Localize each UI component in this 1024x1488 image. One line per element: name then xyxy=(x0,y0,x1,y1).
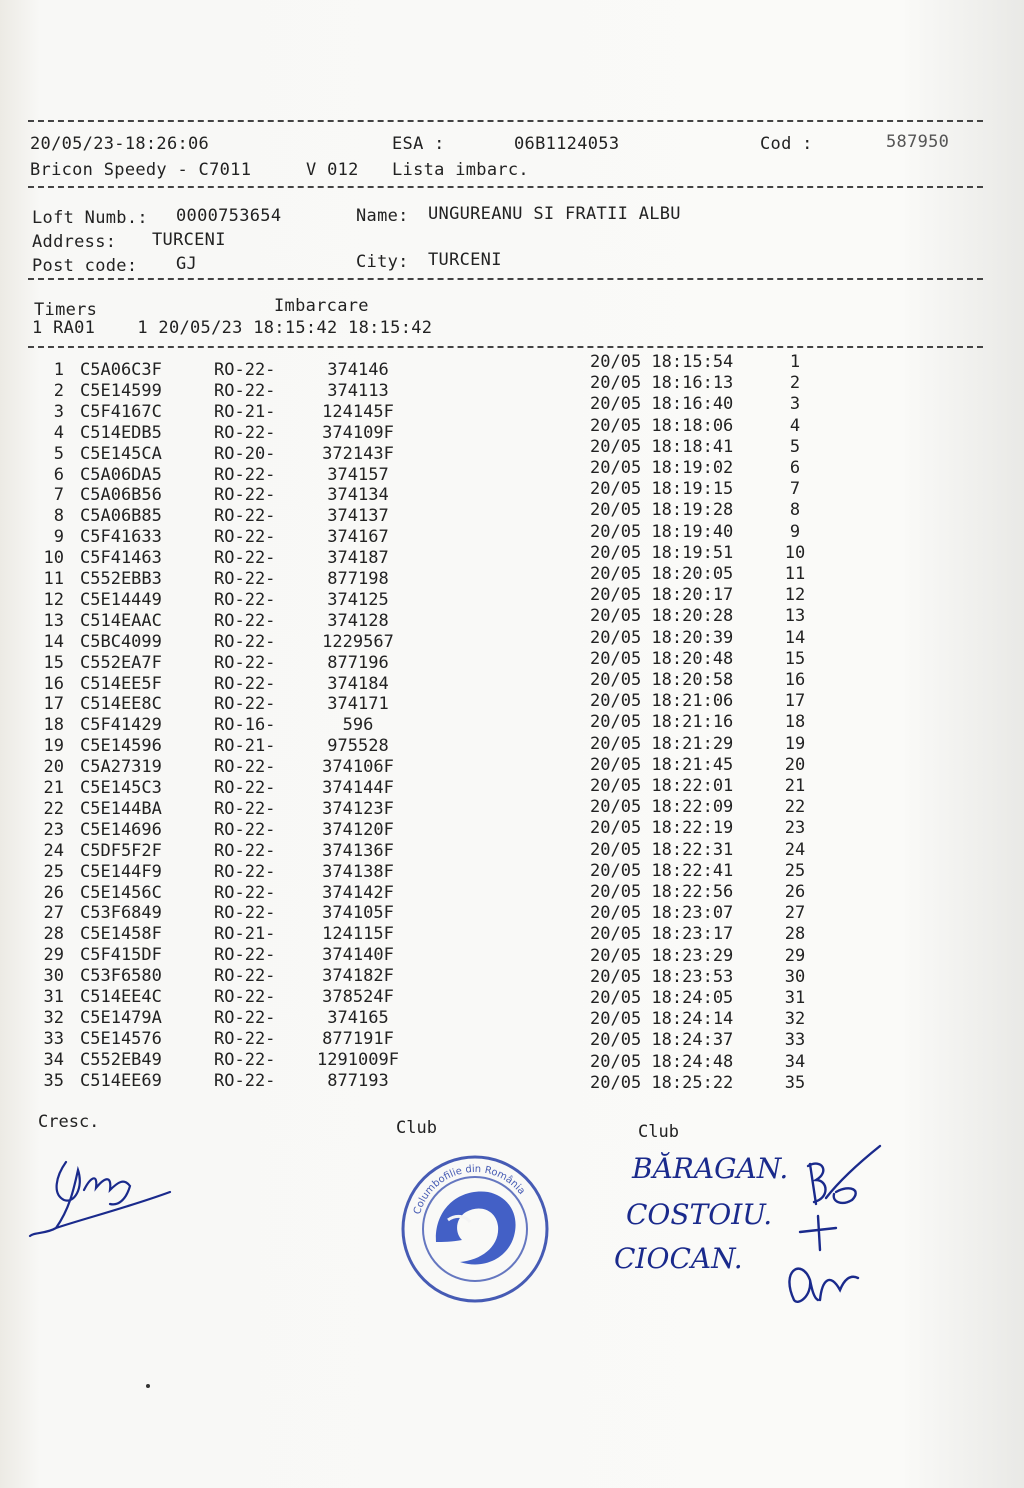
table-row-time xyxy=(0,522,820,543)
table-row-time xyxy=(0,1070,820,1094)
arrival-position: 15 xyxy=(784,648,806,669)
chip-id: C514EE5F xyxy=(80,673,162,694)
bird-index: 14 xyxy=(43,631,64,652)
bird-index: 19 xyxy=(43,736,64,757)
arrival-position: 30 xyxy=(784,966,806,987)
bird-index: 3 xyxy=(53,401,64,422)
arrival-time: 20/05 18:18:41 xyxy=(590,436,734,457)
chip-id: C552EBB3 xyxy=(80,569,162,589)
ring-number: 596 xyxy=(342,715,374,736)
chip-id: C5E144BA xyxy=(80,798,162,819)
arrival-time: 20/05 18:15:54 xyxy=(590,352,734,372)
ring-prefix: RO-22- xyxy=(214,631,276,652)
ring-number: 374144F xyxy=(322,778,394,798)
ring-prefix: RO-22- xyxy=(214,798,276,819)
chip-id: C5BC4099 xyxy=(80,631,162,652)
chip-id: C514EE8C xyxy=(80,694,162,715)
arrival-position: 20 xyxy=(784,754,806,775)
club-stamp xyxy=(396,1150,554,1308)
table-row-time xyxy=(0,564,820,585)
bird-index: 11 xyxy=(43,569,64,589)
arrival-position: 14 xyxy=(784,627,806,648)
table-row-time xyxy=(0,606,820,627)
chip-id: C5F41633 xyxy=(80,527,162,548)
arrival-time: 20/05 18:20:39 xyxy=(590,627,734,648)
arrival-position: 29 xyxy=(784,945,806,966)
arrival-position: 27 xyxy=(784,903,806,924)
ring-prefix: RO-22- xyxy=(214,1028,276,1049)
divider xyxy=(28,120,983,122)
ring-prefix: RO-22- xyxy=(214,1007,276,1028)
timer-line: 1 RA01 1 20/05/23 18:15:42 18:15:42 xyxy=(32,318,433,338)
ring-prefix: RO-22- xyxy=(214,757,276,778)
arrival-position: 2 xyxy=(789,373,801,394)
chip-id: C5E14599 xyxy=(80,380,162,401)
ring-prefix: RO-22- xyxy=(214,903,276,924)
chip-id: C5DF5F2F xyxy=(80,840,162,861)
chip-id: C514EAAC xyxy=(80,610,162,631)
arrival-position: 4 xyxy=(789,415,801,436)
device-version: V 012 xyxy=(306,160,359,180)
table-row-time xyxy=(0,394,820,415)
arrival-time: 20/05 18:22:01 xyxy=(590,776,734,796)
arrival-time: 20/05 18:20:05 xyxy=(590,564,734,584)
ring-prefix: RO-22- xyxy=(214,506,276,527)
bird-index: 33 xyxy=(43,1028,64,1049)
ring-prefix: RO-22- xyxy=(214,966,276,987)
table-row-time xyxy=(0,861,820,882)
arrival-position: 16 xyxy=(784,670,806,690)
loft-number-label: Loft Numb.: xyxy=(32,208,148,228)
table-row-time xyxy=(0,924,820,945)
chip-id: C5A06B56 xyxy=(80,485,162,506)
print-datetime: 20/05/23-18:26:06 xyxy=(30,134,210,154)
ring-prefix: RO-22- xyxy=(214,422,276,443)
ring-number: 374134 xyxy=(327,485,389,506)
arrival-position: 9 xyxy=(789,521,801,542)
bird-index: 12 xyxy=(43,589,64,610)
arrival-time: 20/05 18:20:28 xyxy=(590,606,734,627)
arrival-time: 20/05 18:20:48 xyxy=(590,648,734,669)
table-row-time xyxy=(0,437,820,458)
chip-id: C5E145C3 xyxy=(80,778,162,798)
ring-number: 374142F xyxy=(322,882,394,903)
arrival-time: 20/05 18:25:22 xyxy=(590,1072,734,1093)
arrival-position: 19 xyxy=(784,733,806,754)
table-row-time xyxy=(0,988,820,1009)
ring-number: 877198 xyxy=(327,569,389,589)
ring-prefix: RO-22- xyxy=(214,945,276,966)
ring-number: 374120F xyxy=(322,819,394,840)
arrival-position: 28 xyxy=(784,924,806,945)
ring-prefix: RO-22- xyxy=(214,652,276,673)
ring-prefix: RO-22- xyxy=(214,861,276,882)
timers-label: Timers xyxy=(34,300,98,320)
ring-prefix: RO-22- xyxy=(214,589,276,610)
arrival-time: 20/05 18:21:29 xyxy=(590,733,734,754)
bird-index: 15 xyxy=(43,652,64,673)
bird-index: 17 xyxy=(43,694,64,715)
ring-prefix: RO-22- xyxy=(214,464,276,485)
arrival-position: 8 xyxy=(789,500,801,521)
ring-prefix: RO-20- xyxy=(214,443,276,464)
chip-id: C5E14576 xyxy=(80,1028,162,1049)
arrival-position: 7 xyxy=(789,479,801,500)
table-row-time xyxy=(0,670,820,691)
table-row-time xyxy=(0,734,820,755)
table-row-time xyxy=(0,691,820,715)
chip-id: C53F6580 xyxy=(80,966,162,987)
arrival-position: 13 xyxy=(784,606,806,627)
address-value: TURCENI xyxy=(152,230,226,250)
arrival-position: 25 xyxy=(784,860,806,881)
table-row-time xyxy=(0,543,820,564)
chip-id: C5F41463 xyxy=(80,548,162,569)
chip-id: C53F6849 xyxy=(80,903,162,924)
divider xyxy=(28,278,983,280)
chip-id: C5E145CA xyxy=(80,443,162,464)
ring-prefix: RO-22- xyxy=(214,673,276,694)
chip-id: C5F4167C xyxy=(80,401,162,422)
bird-index: 13 xyxy=(43,610,64,631)
club-name-3: CIOCAN. xyxy=(614,1242,743,1275)
arrival-time: 20/05 18:21:16 xyxy=(590,712,734,733)
chip-id: C5A06C3F xyxy=(80,360,162,380)
bird-index: 22 xyxy=(43,798,64,819)
bird-index: 18 xyxy=(43,715,64,736)
ring-prefix: RO-22- xyxy=(214,380,276,401)
chip-id: C552EA7F xyxy=(80,652,162,673)
club-name-1: BĂRAGAN. xyxy=(632,1152,789,1185)
ring-prefix: RO-21- xyxy=(214,401,276,422)
postcode-label: Post code: xyxy=(32,256,138,276)
ring-number: 374109F xyxy=(322,422,394,443)
ring-number: 374128 xyxy=(327,610,389,631)
ring-number: 372143F xyxy=(322,443,394,464)
ring-prefix: RO-22- xyxy=(214,694,276,715)
bird-index: 8 xyxy=(53,506,64,527)
bird-index: 2 xyxy=(53,380,64,401)
arrival-position: 6 xyxy=(789,458,801,478)
arrival-time: 20/05 18:23:29 xyxy=(590,945,734,966)
ring-prefix: RO-22- xyxy=(214,610,276,631)
chip-id: C5E1479A xyxy=(80,1007,162,1028)
ring-number: 374105F xyxy=(322,903,394,924)
ring-prefix: RO-22- xyxy=(214,1070,276,1091)
table-row-time xyxy=(0,776,820,797)
cod-label: Cod : xyxy=(760,134,813,154)
arrival-time: 20/05 18:21:06 xyxy=(590,691,734,712)
arrival-position: 31 xyxy=(784,988,806,1008)
table-row-time xyxy=(0,416,820,437)
chip-id: C5F415DF xyxy=(80,945,162,966)
arrival-position: 22 xyxy=(784,797,806,818)
ring-prefix: RO-22- xyxy=(214,819,276,840)
arrival-time: 20/05 18:18:06 xyxy=(590,415,734,436)
arrival-time: 20/05 18:21:45 xyxy=(590,754,734,775)
ring-number: 877196 xyxy=(327,652,389,673)
esa-value: 06B1124053 xyxy=(514,134,620,154)
ring-number: 374106F xyxy=(322,757,394,778)
table-row-time xyxy=(0,373,820,394)
bird-index: 25 xyxy=(43,861,64,882)
ring-number: 374165 xyxy=(327,1007,389,1028)
table-row-time xyxy=(0,649,820,670)
divider xyxy=(28,346,983,348)
table-row-time xyxy=(0,946,820,967)
table-row-time xyxy=(0,628,820,649)
ring-number: 374137 xyxy=(327,506,389,527)
table-row-time xyxy=(0,755,820,776)
arrival-time: 20/05 18:22:19 xyxy=(590,818,734,839)
ring-number: 374136F xyxy=(322,840,394,861)
arrival-position: 26 xyxy=(784,882,806,902)
table-row-time xyxy=(0,458,820,479)
table-row-time xyxy=(0,818,820,839)
bird-index: 23 xyxy=(43,819,64,840)
table-row-time xyxy=(0,712,820,736)
arrival-position: 1 xyxy=(789,352,801,372)
divider xyxy=(28,186,983,188)
bird-index: 21 xyxy=(43,778,64,798)
ring-number: 374187 xyxy=(327,548,389,569)
address-label: Address: xyxy=(32,232,117,252)
chip-id: C5E1456C xyxy=(80,882,162,903)
bird-index: 10 xyxy=(43,548,64,569)
chip-id: C5E144F9 xyxy=(80,861,162,882)
breeder-signature xyxy=(26,1148,176,1240)
svg-text:Columbofilie din România: Columbofilie din România xyxy=(412,1163,527,1216)
ring-number: 378524F xyxy=(322,987,394,1007)
bird-index: 31 xyxy=(43,987,64,1007)
chip-id: C5A06DA5 xyxy=(80,464,162,485)
name-label: Name: xyxy=(356,206,409,226)
bird-index: 4 xyxy=(53,422,64,443)
arrival-position: 34 xyxy=(784,1051,806,1072)
chip-id: C514EDB5 xyxy=(80,422,162,443)
arrival-position: 3 xyxy=(789,394,801,415)
ring-number: 374171 xyxy=(327,694,389,715)
ring-prefix: RO-22- xyxy=(214,987,276,1007)
ring-number: 374125 xyxy=(327,589,389,610)
table-row-time xyxy=(0,903,820,924)
arrival-position: 11 xyxy=(784,564,806,584)
ring-prefix: RO-22- xyxy=(214,778,276,798)
ring-prefix: RO-22- xyxy=(214,569,276,589)
bird-index: 9 xyxy=(53,527,64,548)
arrival-time: 20/05 18:23:53 xyxy=(590,966,734,987)
ring-number: 124115F xyxy=(322,924,394,945)
arrival-position: 12 xyxy=(784,585,806,606)
ring-number: 374146 xyxy=(327,360,389,380)
arrival-position: 17 xyxy=(784,691,806,712)
bird-index: 1 xyxy=(53,360,64,380)
chip-id: C5F41429 xyxy=(80,715,162,736)
ring-number: 1229567 xyxy=(322,631,394,652)
chip-id: C5A27319 xyxy=(80,757,162,778)
bird-index: 35 xyxy=(43,1070,64,1091)
arrival-position: 21 xyxy=(784,776,806,796)
arrival-time: 20/05 18:23:17 xyxy=(590,924,734,945)
arrival-time: 20/05 18:24:05 xyxy=(590,988,734,1008)
bird-index: 32 xyxy=(43,1007,64,1028)
ink-dot xyxy=(146,1384,150,1388)
bird-index: 26 xyxy=(43,882,64,903)
arrival-time: 20/05 18:24:37 xyxy=(590,1030,734,1051)
cod-value: 587950 xyxy=(886,132,950,152)
ring-number: 1291009F xyxy=(317,1049,399,1070)
ring-number: 374138F xyxy=(322,861,394,882)
arrival-position: 33 xyxy=(784,1030,806,1051)
arrival-position: 24 xyxy=(784,839,806,860)
loft-number-value: 0000753654 xyxy=(176,206,282,226)
arrival-time: 20/05 18:23:07 xyxy=(590,903,734,924)
table-row-time xyxy=(0,840,820,861)
bird-index: 16 xyxy=(43,673,64,694)
table-row-time xyxy=(0,479,820,500)
ring-prefix: RO-21- xyxy=(214,736,276,757)
chip-id: C5A06B85 xyxy=(80,506,162,527)
arrival-time: 20/05 18:22:31 xyxy=(590,839,734,860)
arrival-time: 20/05 18:20:17 xyxy=(590,585,734,606)
city-value: TURCENI xyxy=(428,250,502,270)
club-label: Club xyxy=(638,1122,679,1142)
postcode-value: GJ xyxy=(176,254,198,274)
ring-number: 374167 xyxy=(327,527,389,548)
ring-number: 374140F xyxy=(322,945,394,966)
arrival-time: 20/05 18:19:28 xyxy=(590,500,734,521)
ring-number: 975528 xyxy=(327,736,389,757)
arrival-position: 35 xyxy=(784,1072,806,1093)
chip-id: C552EB49 xyxy=(80,1049,162,1070)
bird-index: 28 xyxy=(43,924,64,945)
ring-prefix: RO-22- xyxy=(214,840,276,861)
ring-number: 877191F xyxy=(322,1028,394,1049)
table-row-time xyxy=(0,882,820,903)
chip-id: C5E1458F xyxy=(80,924,162,945)
ring-prefix: RO-22- xyxy=(214,527,276,548)
bird-index: 24 xyxy=(43,840,64,861)
owner-name: UNGUREANU SI FRATII ALBU xyxy=(428,204,681,224)
bird-index: 7 xyxy=(53,485,64,506)
arrival-time: 20/05 18:24:48 xyxy=(590,1051,734,1072)
table-row-time xyxy=(0,1049,820,1073)
table-row-time xyxy=(0,352,820,373)
arrival-position: 18 xyxy=(784,712,806,733)
ring-number: 374184 xyxy=(327,673,389,694)
arrival-time: 20/05 18:22:56 xyxy=(590,882,734,902)
bird-index: 27 xyxy=(43,903,64,924)
arrival-position: 5 xyxy=(789,436,801,457)
arrival-time: 20/05 18:19:51 xyxy=(590,542,734,563)
table-row-time xyxy=(0,500,820,521)
table-row-time xyxy=(0,1009,820,1030)
imbarcare-label: Imbarcare xyxy=(274,296,369,316)
chip-id: C5E14696 xyxy=(80,819,162,840)
city-label: City: xyxy=(356,252,409,272)
device-name: Bricon Speedy - C7011 xyxy=(30,160,252,180)
ring-number: 374182F xyxy=(322,966,394,987)
chip-id: C5E14596 xyxy=(80,736,162,757)
ring-number: 374123F xyxy=(322,798,394,819)
arrival-position: 10 xyxy=(784,542,806,563)
ring-prefix: RO-22- xyxy=(214,1049,276,1070)
club-name-2: COSTOIU. xyxy=(626,1198,773,1231)
arrival-time: 20/05 18:16:40 xyxy=(590,394,734,415)
arrival-time: 20/05 18:19:40 xyxy=(590,521,734,542)
arrival-time: 20/05 18:19:15 xyxy=(590,479,734,500)
ring-number: 374157 xyxy=(327,464,389,485)
arrival-time: 20/05 18:22:41 xyxy=(590,860,734,881)
bird-index: 34 xyxy=(43,1049,64,1070)
table-row-time xyxy=(0,967,820,988)
table-row-time xyxy=(0,797,820,818)
esa-label: ESA : xyxy=(392,134,445,154)
ring-prefix: RO-16- xyxy=(214,715,276,736)
chip-id: C5E14449 xyxy=(80,589,162,610)
arrival-position: 32 xyxy=(784,1009,806,1030)
breeder-label: Cresc. xyxy=(38,1112,100,1132)
chip-id: C514EE69 xyxy=(80,1070,162,1091)
arrival-position: 23 xyxy=(784,818,806,839)
ring-prefix: RO-22- xyxy=(214,882,276,903)
ring-prefix: RO-22- xyxy=(214,360,276,380)
club-signatures xyxy=(770,1140,890,1320)
ring-number: 124145F xyxy=(322,401,394,422)
club-label: Club xyxy=(396,1118,437,1138)
arrival-time: 20/05 18:19:02 xyxy=(590,458,734,478)
arrival-time: 20/05 18:20:58 xyxy=(590,670,734,690)
bird-index: 20 xyxy=(43,757,64,778)
bird-index: 30 xyxy=(43,966,64,987)
arrival-time: 20/05 18:24:14 xyxy=(590,1009,734,1030)
arrival-time: 20/05 18:16:13 xyxy=(590,373,734,394)
chip-id: C514EE4C xyxy=(80,987,162,1007)
bird-index: 6 xyxy=(53,464,64,485)
ring-number: 877193 xyxy=(327,1070,389,1091)
ring-prefix: RO-22- xyxy=(214,485,276,506)
bird-index: 29 xyxy=(43,945,64,966)
table-row-time xyxy=(0,1030,820,1051)
ring-number: 374113 xyxy=(327,380,389,401)
table-row-time xyxy=(0,585,820,606)
list-title: Lista imbarc. xyxy=(392,160,529,180)
arrival-time: 20/05 18:22:09 xyxy=(590,797,734,818)
ring-prefix: RO-22- xyxy=(214,548,276,569)
bird-index: 5 xyxy=(53,443,64,464)
ring-prefix: RO-21- xyxy=(214,924,276,945)
